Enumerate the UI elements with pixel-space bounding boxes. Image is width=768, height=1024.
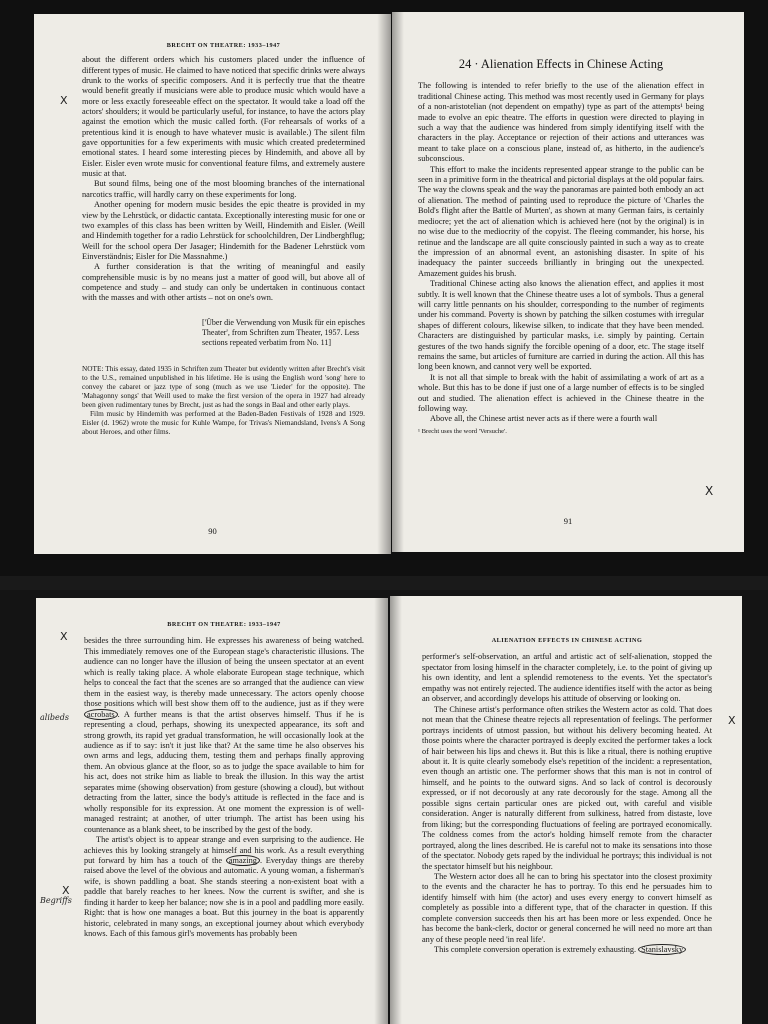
bottom-book-spread <box>0 590 768 1024</box>
editor-note <box>82 364 365 437</box>
handwritten-margin-note: alibeds <box>40 713 69 722</box>
note-paragraph: NOTE: This essay, dated 1935 in Schriften zum Theater but evidently written after Brecht's visit to the U.S., remained unpublished in his lifetime. He is using the English word 'song' here to convey the cabaret or jazz type of song (much as we use 'Lieder' for the opposite). The 'Mahagonny songs' that Weill used to make the first version of the opera in 1927 had already been given rudimentary tunes by Brecht, just as had the songs in Baal and other early plays. <box>82 363 365 409</box>
page-left-bottom <box>36 598 388 1024</box>
source-citation: ['Über die Verwendung von Musik für ein episches Theater', from Schriften zum Theater, 1957. Less sections repeated verbatim from No. 11] <box>202 317 365 347</box>
circled-word: acrobats <box>84 709 118 720</box>
paragraph <box>84 835 364 940</box>
page-number: 90 <box>208 526 217 536</box>
paragraph: A further consideration is that the writing of meaningful and easily comprehensible music is by no means just a matter of good will, but above all of competence and study – and study can only be undertaken in continuous contact with the masses and with other artists – not on one's own. <box>82 262 365 303</box>
gutter-shadow <box>377 14 391 554</box>
page-90 <box>34 14 391 554</box>
text-run: . Everyday things are thereby raised above the level of the obvious and automatic. A young woman, a fisherman's wife, is shown paddling a boat. She stands steering a non-existent boat with a paddle that barely reaches to her knees. Now the current is swifter, and she is finding it harder to keep her balance; now she is in a pool and paddling more easily. Right: that is how one manages a boat. But this journey in the boat is apparently historic, celebrated in many songs, an exceptional journey about which everybody knows. Each of this famous girl's movements has probably been <box>84 855 365 939</box>
page-91 <box>392 12 744 552</box>
paragraph: It is not all that simple to break with the habit of assimilating a work of art as a whole. But this has to be done if just one of a large number of effects is to be singled out and studied. The alienation effect is achieved in the Chinese theatre in the following way. <box>418 372 704 413</box>
page-right-bottom <box>390 596 742 1024</box>
running-header: BRECHT ON THEATRE: 1933–1947 <box>166 42 281 49</box>
text-run: This complete conversion operation is extremely exhausting. <box>434 945 637 955</box>
paragraph: Traditional Chinese acting also knows the alienation effect, and applies it most subtly. It is well known that the Chinese theatre uses a lot of symbols. Thus a general will carry little pennants on his shoulder, corresponding to the number of regiments under his command. Poverty is shown by patching the silken costumes with irregular shapes of different colours, likewise silken, to indicate that they have been mended. Characters are distinguished by particular masks, i.e. simply by painting. Certain gestures of the two hands signify the forcible opening of a door, etc. The stage itself remains the same, but articles of furniture are carried in during the action. All this has long been known, and cannot very well be exported. <box>418 279 704 372</box>
paragraph: This effort to make the incidents represented appear strange to the public can be seen in a primitive form in the theatrical and pictorial displays at the old popular fairs. The way the clowns speak and the way the panoramas are painted both embody an act of alienation. The method of painting used to reproduce the picture of 'Charles the Bold's flight after the Battle of Murten', as shown at many German fairs, is certainly mediocre; yet the act of alienation which is achieved here (not by the original) is in no wise due to the mediocrity of the copyist. The fleeing commander, his horse, his retinue and the landscape are all quite consciously painted in such a way as to create the impression of an abnormal event, an astonishing disaster. In spite of his inadequacy the painter succeeds brilliantly in bringing out the unexpected. Amazement guides his brush. <box>418 164 704 278</box>
margin-x-mark: X <box>60 94 68 107</box>
margin-x-mark: X <box>728 714 736 727</box>
paragraph: performer's self-observation, an artful and artistic act of self-alienation, stopped the spectator from losing himself in the character completely, i.e. to the point of giving up his own identity, and lent a splendid remoteness to the events. Yet the spectator's empathy was not entirely rejected. The audience identifies itself with the actor as being an observer, and accordingly develops his attitude of observing or looking on. <box>422 652 712 704</box>
page-number: 91 <box>563 516 573 526</box>
paragraph: Above all, the Chinese artist never acts as if there were a fourth wall <box>430 414 658 424</box>
paragraph: The following is intended to refer briefly to the use of the alienation effect in traditional Chinese acting. This method was most recently used in Germany for plays of a non-aristotelian (not dependent on empathy) type as part of the attempts¹ being made to evolve an epic theatre. The efforts in question were directed to playing in such a way that the audience was hindered from simply identifying itself with the characters in the play. Acceptance or rejection of their actions and utterances was meant to take place on a conscious plane, instead of, as hitherto, in the audience's subconscious. <box>418 81 704 164</box>
paragraph <box>422 945 712 955</box>
running-header: ALIENATION EFFECTS IN CHINESE ACTING <box>491 637 643 644</box>
paragraph: The Chinese artist's performance often strikes the Western actor as cold. That does not mean that the Chinese theatre rejects all representation of feelings. The performer portrays incidents of utmost passion, but without his delivery becoming heated. At those points where the character portrayed is deeply excited the performer takes a lock of hair between his lips and chews it. But this is like a ritual, there is nothing eruptive about it. It is quite clearly somebody else's repetition of the incident: a representation, even though an artistic one. The performer shows that this man is not in control of himself, and he points to the outward signs. And so lack of control is decorously expressed, or if not decorously at any rate decorously for the stage. Among all the possible signs certain particular ones are picked out, with careful and visible consideration. Anger is naturally different from sulkiness, hatred from distaste, love from liking; but the corresponding fluctuations of feeling are portrayed economically. The coldness comes from the actor's holding himself remote from the character portrayed, along the lines described. He is careful not to make its sensations into those of the spectator. Nobody gets raped by the individual he portrays; this individual is not the spectator himself but his neighbour. <box>422 704 712 871</box>
text-run: . A further means is that the artist observes himself. Thus if he is representing a cloud, perhaps, showing its unexpected appearance, its soft and strong growth, its rapid yet gradual transformation, he will occasionally look at the audience as if to say: isn't it just like that? At the same time he also observes his own arms and legs, adducing them, testing them and perhaps finally approving them. An obvious glance at the floor, so as to judge the space available to him for his act, does not strike him as liable to break the illusion. In this way the artist separates mime (showing observation) from gesture (showing a cloud), but without detracting from the latter, since the body's attitude is reflected in the face and is wholly responsible for its expression. At one moment the expression is of well-managed restraint; at another, of utter triumph. The artist has been using his countenance as a blank sheet, to be inscribed by the gest of the body. <box>84 709 364 834</box>
paragraph: about the different orders which his customers placed under the influence of different types of music. He claimed to have noticed that specific drinks were always drunk to the works of specific composers. And it is perfectly true that the theatre would benefit greatly if musicians were able to produce music which would have a more or less exactly foreseeable effect on the spectator. It would take a load off the actors' shoulders; it would be particularly useful, for instance, to have the actors play against the emotion which the music called forth. (For rehearsals of works of a pretentious kind it is enough to have whatever music is available.) The silent film gave opportunities for a few experiments with music which created predetermined emotional states. I heard some interesting pieces by Hindemith, and above all by Eisler. Eisler even wrote music for conventional feature films, and extremely austere music at that. <box>82 55 365 179</box>
margin-x-mark: X <box>705 484 714 498</box>
paragraph <box>84 636 364 835</box>
footnote: ¹ Brecht uses the word 'Versuche'. <box>418 427 507 435</box>
gutter-shadow <box>392 12 404 552</box>
margin-x-mark: X <box>60 630 68 643</box>
running-header: BRECHT ON THEATRE: 1933–1947 <box>167 621 281 628</box>
circled-word: amazing <box>226 855 260 866</box>
margin-x-mark: X <box>62 884 70 897</box>
paragraph: Another opening for modern music besides the epic theatre is provided in my view by the Lehrstück, or didactic cantata. Exceptionally interesting music for one or two examples of this class has been written by Weill, Hindemith and Eisler. (Weill and Hindemith together for a radio Lehrstück for schoolchildren, Der Lindberghflug; Weill for the school opera Der Jasager; Hindemith for the Badener Lehrstück vom Einverständnis; Eisler for Die Massnahme.) <box>82 200 365 261</box>
note-paragraph: Film music by Hindemith was performed at the Baden-Baden Festivals of 1928 and 1929. Eisler (d. 1962) wrote the music for Kuhle Wampe, for Trivas's Niemandsland, Ivens's A Song about Heroes, and other films. <box>82 409 365 437</box>
paragraph: The Western actor does all he can to bring his spectator into the closest proximity to the events and the character he has to portray. To this end he persuades him to identify himself with him (the actor) and uses every energy to convert himself as completely as possible into a different type, that of the character in question. If this complete conversion succeeds then his art has been more or less expended. Once he has become the bank-clerk, doctor or general concerned he will need no more art than any of these people need 'in real life'. <box>422 871 712 944</box>
circled-word: Stanislavsky <box>638 944 686 955</box>
handwritten-margin-note: Begriffs <box>40 896 72 905</box>
text-run: The artist's object is to appear strange and even surprising to the audience. He achieves this by looking strangely at himself and his work. As a result everything put forward by him has a touch of the <box>84 835 364 865</box>
gutter-shadow <box>390 596 402 1024</box>
chapter-title: 24 · Alienation Effects in Chinese Acting <box>458 57 664 71</box>
gutter-shadow <box>374 598 388 1024</box>
text-run: besides the three surrounding him. He expresses his awareness of being watched. This immediately removes one of the European stage's characteristic illusions. The audience can no longer have the illusion of being the unseen spectator at an event which is really taking place. A whole elaborate European stage technique, which helps to conceal the fact that the scenes are so arranged that the audience can view them in the easiest way, is thereby made unnecessary. The actors openly choose those positions which will best show them off to the audience, just as if they were <box>84 636 364 709</box>
paragraph: But sound films, being one of the most blooming branches of the international narcotics traffic, will hardly carry on these experiments for long. <box>82 179 365 199</box>
